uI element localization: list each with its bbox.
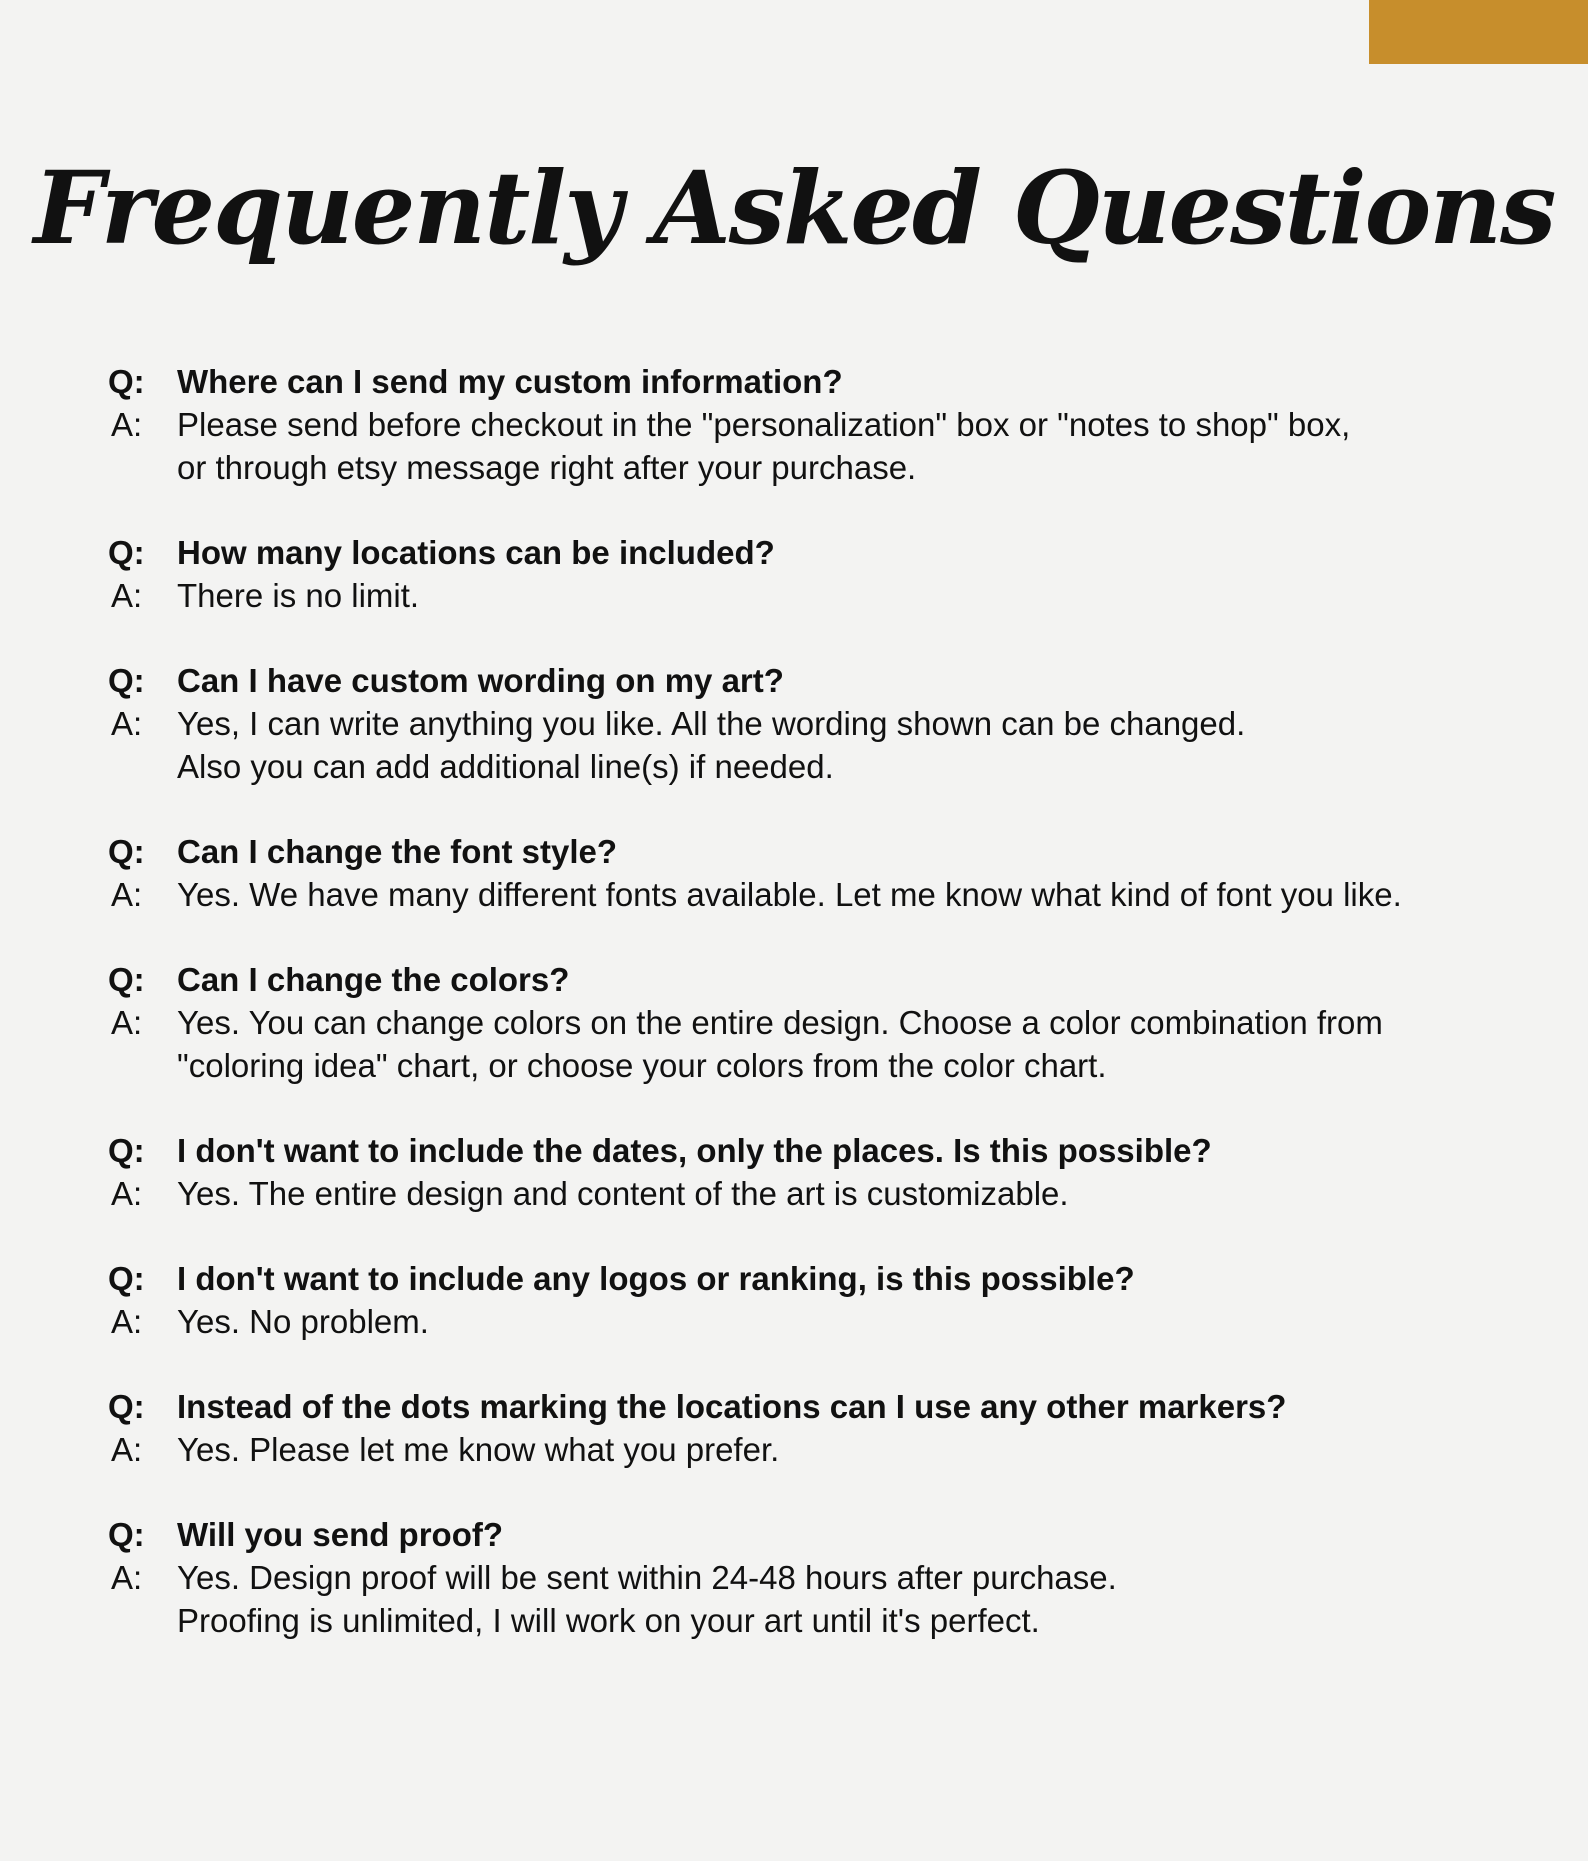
answer-line: Yes. No problem.	[177, 1303, 429, 1340]
question-text: Will you send proof?	[177, 1516, 504, 1553]
faq-answer-row	[108, 1556, 1558, 1642]
question-prefix: Q:	[108, 363, 145, 400]
answer-line: Yes. You can change colors on the entire design. Choose a color combination from	[177, 1004, 1383, 1041]
answer-text	[177, 574, 1558, 617]
faq-question-row	[108, 659, 1558, 702]
faq-item	[108, 1129, 1558, 1215]
answer-text	[177, 1300, 1558, 1343]
question-text: Where can I send my custom information?	[177, 363, 843, 400]
faq-question-row	[108, 830, 1558, 873]
faq-question-row	[108, 958, 1558, 1001]
answer-prefix: A:	[111, 406, 143, 443]
answer-text	[177, 1428, 1558, 1471]
question-prefix: Q:	[108, 662, 145, 699]
question-prefix: Q:	[108, 961, 145, 998]
faq-question-row	[108, 1513, 1558, 1556]
answer-line: Yes. Design proof will be sent within 24-48 hours after purchase.	[177, 1559, 1117, 1596]
question-prefix: Q:	[108, 1516, 145, 1553]
answer-line: Yes. Please let me know what you prefer.	[177, 1431, 780, 1468]
answer-prefix: A:	[111, 1559, 143, 1596]
faq-question-row	[108, 1385, 1558, 1428]
faq-item	[108, 1385, 1558, 1471]
faq-answer-row	[108, 702, 1558, 788]
question-prefix: Q:	[108, 1388, 145, 1425]
question-prefix: Q:	[108, 534, 145, 571]
question-prefix: Q:	[108, 1260, 145, 1297]
faq-answer-row	[108, 873, 1558, 916]
faq-list	[108, 360, 1558, 1684]
faq-answer-row	[108, 1172, 1558, 1215]
faq-answer-row	[108, 574, 1558, 617]
faq-question-row	[108, 360, 1558, 403]
page-title: Frequently Asked Questions	[33, 149, 1555, 267]
answer-text	[177, 403, 1558, 489]
faq-question-row	[108, 1257, 1558, 1300]
answer-line: Please send before checkout in the "personalization" box or "notes to shop" box,	[177, 406, 1351, 443]
answer-text	[177, 1556, 1558, 1642]
answer-text	[177, 1172, 1558, 1215]
faq-question-row	[108, 531, 1558, 574]
answer-line: Yes, I can write anything you like. All the wording shown can be changed.	[177, 705, 1246, 742]
question-text: I don't want to include any logos or ranking, is this possible?	[177, 1260, 1135, 1297]
faq-item	[108, 659, 1558, 788]
answer-prefix: A:	[111, 577, 143, 614]
question-text: Can I have custom wording on my art?	[177, 662, 784, 699]
answer-prefix: A:	[111, 876, 143, 913]
answer-prefix: A:	[111, 1431, 143, 1468]
answer-prefix: A:	[111, 705, 143, 742]
question-prefix: Q:	[108, 1132, 145, 1169]
question-text: Can I change the colors?	[177, 961, 570, 998]
question-text: I don't want to include the dates, only the places. Is this possible?	[177, 1132, 1212, 1169]
question-text: How many locations can be included?	[177, 534, 775, 571]
answer-line: "coloring idea" chart, or choose your colors from the color chart.	[177, 1047, 1107, 1084]
faq-item	[108, 958, 1558, 1087]
answer-line: Also you can add additional line(s) if needed.	[177, 748, 834, 785]
faq-item	[108, 1257, 1558, 1343]
answer-line: Proofing is unlimited, I will work on your art until it's perfect.	[177, 1602, 1040, 1639]
faq-item	[108, 360, 1558, 489]
answer-text	[177, 873, 1558, 916]
faq-item	[108, 830, 1558, 916]
faq-item	[108, 531, 1558, 617]
faq-question-row	[108, 1129, 1558, 1172]
answer-text	[177, 1001, 1558, 1087]
faq-answer-row	[108, 1428, 1558, 1471]
answer-line: There is no limit.	[177, 577, 420, 614]
answer-prefix: A:	[111, 1004, 143, 1041]
faq-answer-row	[108, 1300, 1558, 1343]
corner-accent-tab	[1369, 0, 1588, 64]
question-text: Instead of the dots marking the locations can I use any other markers?	[177, 1388, 1287, 1425]
answer-line: Yes. We have many different fonts available. Let me know what kind of font you like.	[177, 876, 1402, 913]
answer-prefix: A:	[111, 1175, 143, 1212]
question-prefix: Q:	[108, 833, 145, 870]
faq-answer-row	[108, 1001, 1558, 1087]
question-text: Can I change the font style?	[177, 833, 618, 870]
answer-text	[177, 702, 1558, 788]
faq-item	[108, 1513, 1558, 1642]
answer-prefix: A:	[111, 1303, 143, 1340]
answer-line: or through etsy message right after your purchase.	[177, 449, 917, 486]
answer-line: Yes. The entire design and content of the art is customizable.	[177, 1175, 1069, 1212]
faq-answer-row	[108, 403, 1558, 489]
